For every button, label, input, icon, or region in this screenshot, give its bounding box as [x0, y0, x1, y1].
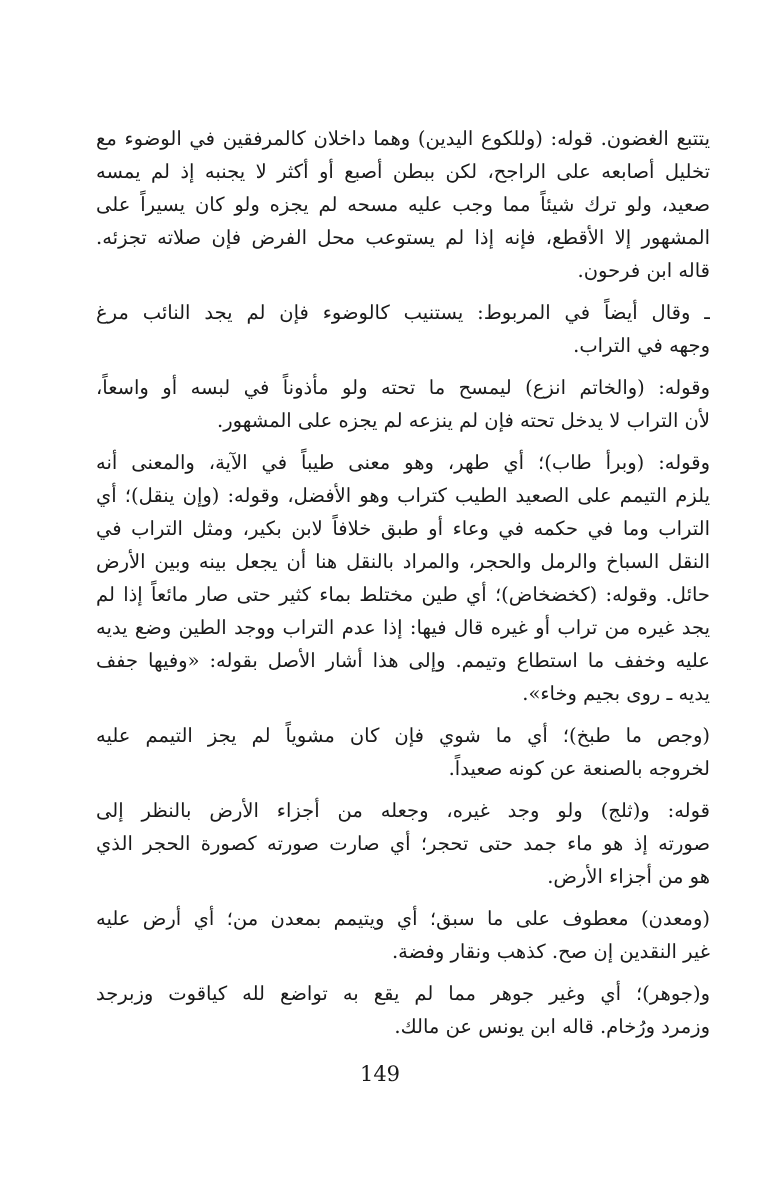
text-line: تخليل أصابعه على الراجح، لكن ببطن أصبع أو أكثر لا يجنبه إذ لم يمسه: [96, 160, 710, 183]
text-line: حائل. وقوله: (كخضخاض)؛ أي طين مختلط بماء كثير حتى صار مائعاً إذا لم: [96, 583, 710, 606]
paragraph-2: [96, 296, 710, 362]
text-line: يتتبع الغضون. قوله: (وللكوع اليدين) وهما داخلان كالمرفقين في الوضوء مع: [96, 127, 710, 150]
paragraph-8: [96, 977, 710, 1043]
text-line: ـ وقال أيضاً في المربوط: يستنيب كالوضوء فإن لم يجد النائب مرغ: [96, 301, 710, 324]
paragraph-7: [96, 902, 710, 968]
text-line: قاله ابن فرحون.: [577, 259, 710, 282]
text-line: صورته إذ هو ماء جمد حتى تحجر؛ أي صارت صورته كصورة الحجر الذي: [96, 832, 710, 855]
text-line: يديه ـ روى بجيم وخاء».: [522, 682, 710, 705]
paragraph-6: [96, 794, 710, 893]
text-line: لأن التراب لا يدخل تحته فإن لم ينزعه لم يجزه على المشهور.: [217, 409, 710, 432]
text-line: النقل السباخ والرمل والحجر، والمراد بالنقل هنا أن يجعل بينه وبين الأرض: [96, 550, 710, 573]
paragraph-5: [96, 719, 710, 785]
text-line: يجد غيره من تراب أو غيره قال فيها: إذا عدم التراب ووجد الطين وضع يديه: [96, 616, 710, 639]
paragraph-4: [96, 446, 710, 710]
document-page: [96, 122, 710, 1052]
paragraph-3: [96, 371, 710, 437]
text-line: (وجص ما طبخ)؛ أي ما شوي فإن كان مشوياً لم يجز التيمم عليه: [96, 724, 710, 747]
text-line: المشهور إلا الأقطع، فإنه إذا لم يستوعب محل الفرض فإن صلاته تجزئه.: [96, 226, 710, 249]
text-line: (ومعدن) معطوف على ما سبق؛ أي ويتيمم بمعدن من؛ أي أرض عليه: [96, 907, 710, 930]
text-line: وجهه في التراب.: [573, 334, 710, 357]
text-line: غير النقدين إن صح. كذهب ونقار وفضة.: [391, 940, 710, 963]
paragraph-1: [96, 122, 710, 287]
text-line: وزمرد ورُخام. قاله ابن يونس عن مالك.: [394, 1015, 710, 1038]
text-line: عليه وخفف ما استطاع وتيمم. وإلى هذا أشار الأصل بقوله: «وفيها جفف: [96, 649, 710, 672]
text-line: هو من أجزاء الأرض.: [547, 865, 710, 888]
text-line: وقوله: (والخاتم انزع) ليمسح ما تحته ولو مأذوناً في لبسه أو واسعاً،: [96, 376, 710, 399]
text-line: وقوله: (وبرأ طاب)؛ أي طهر، وهو معنى طيباً في الآية، والمعنى أنه: [96, 451, 710, 474]
text-line: قوله: و(ثلج) ولو وجد غيره، وجعله من أجزاء الأرض بالنظر إلى: [96, 799, 710, 822]
text-line: و(جوهر)؛ أي وغير جوهر مما لم يقع به تواضع لله كياقوت وزبرجد: [96, 982, 710, 1005]
page-number: 149: [359, 1062, 401, 1086]
text-line: لخروجه بالصنعة عن كونه صعيداً.: [448, 757, 710, 780]
text-line: التراب وما في حكمه في وعاء أو طبق خلافاً لابن بكير، ومثل التراب في: [96, 517, 710, 540]
text-line: صعيد، ولو ترك شيئاً مما وجب عليه مسحه لم يجزه ولو كان يسيراً على: [96, 193, 710, 216]
text-line: يلزم التيمم على الصعيد الطيب كتراب وهو الأفضل، وقوله: (وإن ينقل)؛ أي: [96, 484, 710, 507]
